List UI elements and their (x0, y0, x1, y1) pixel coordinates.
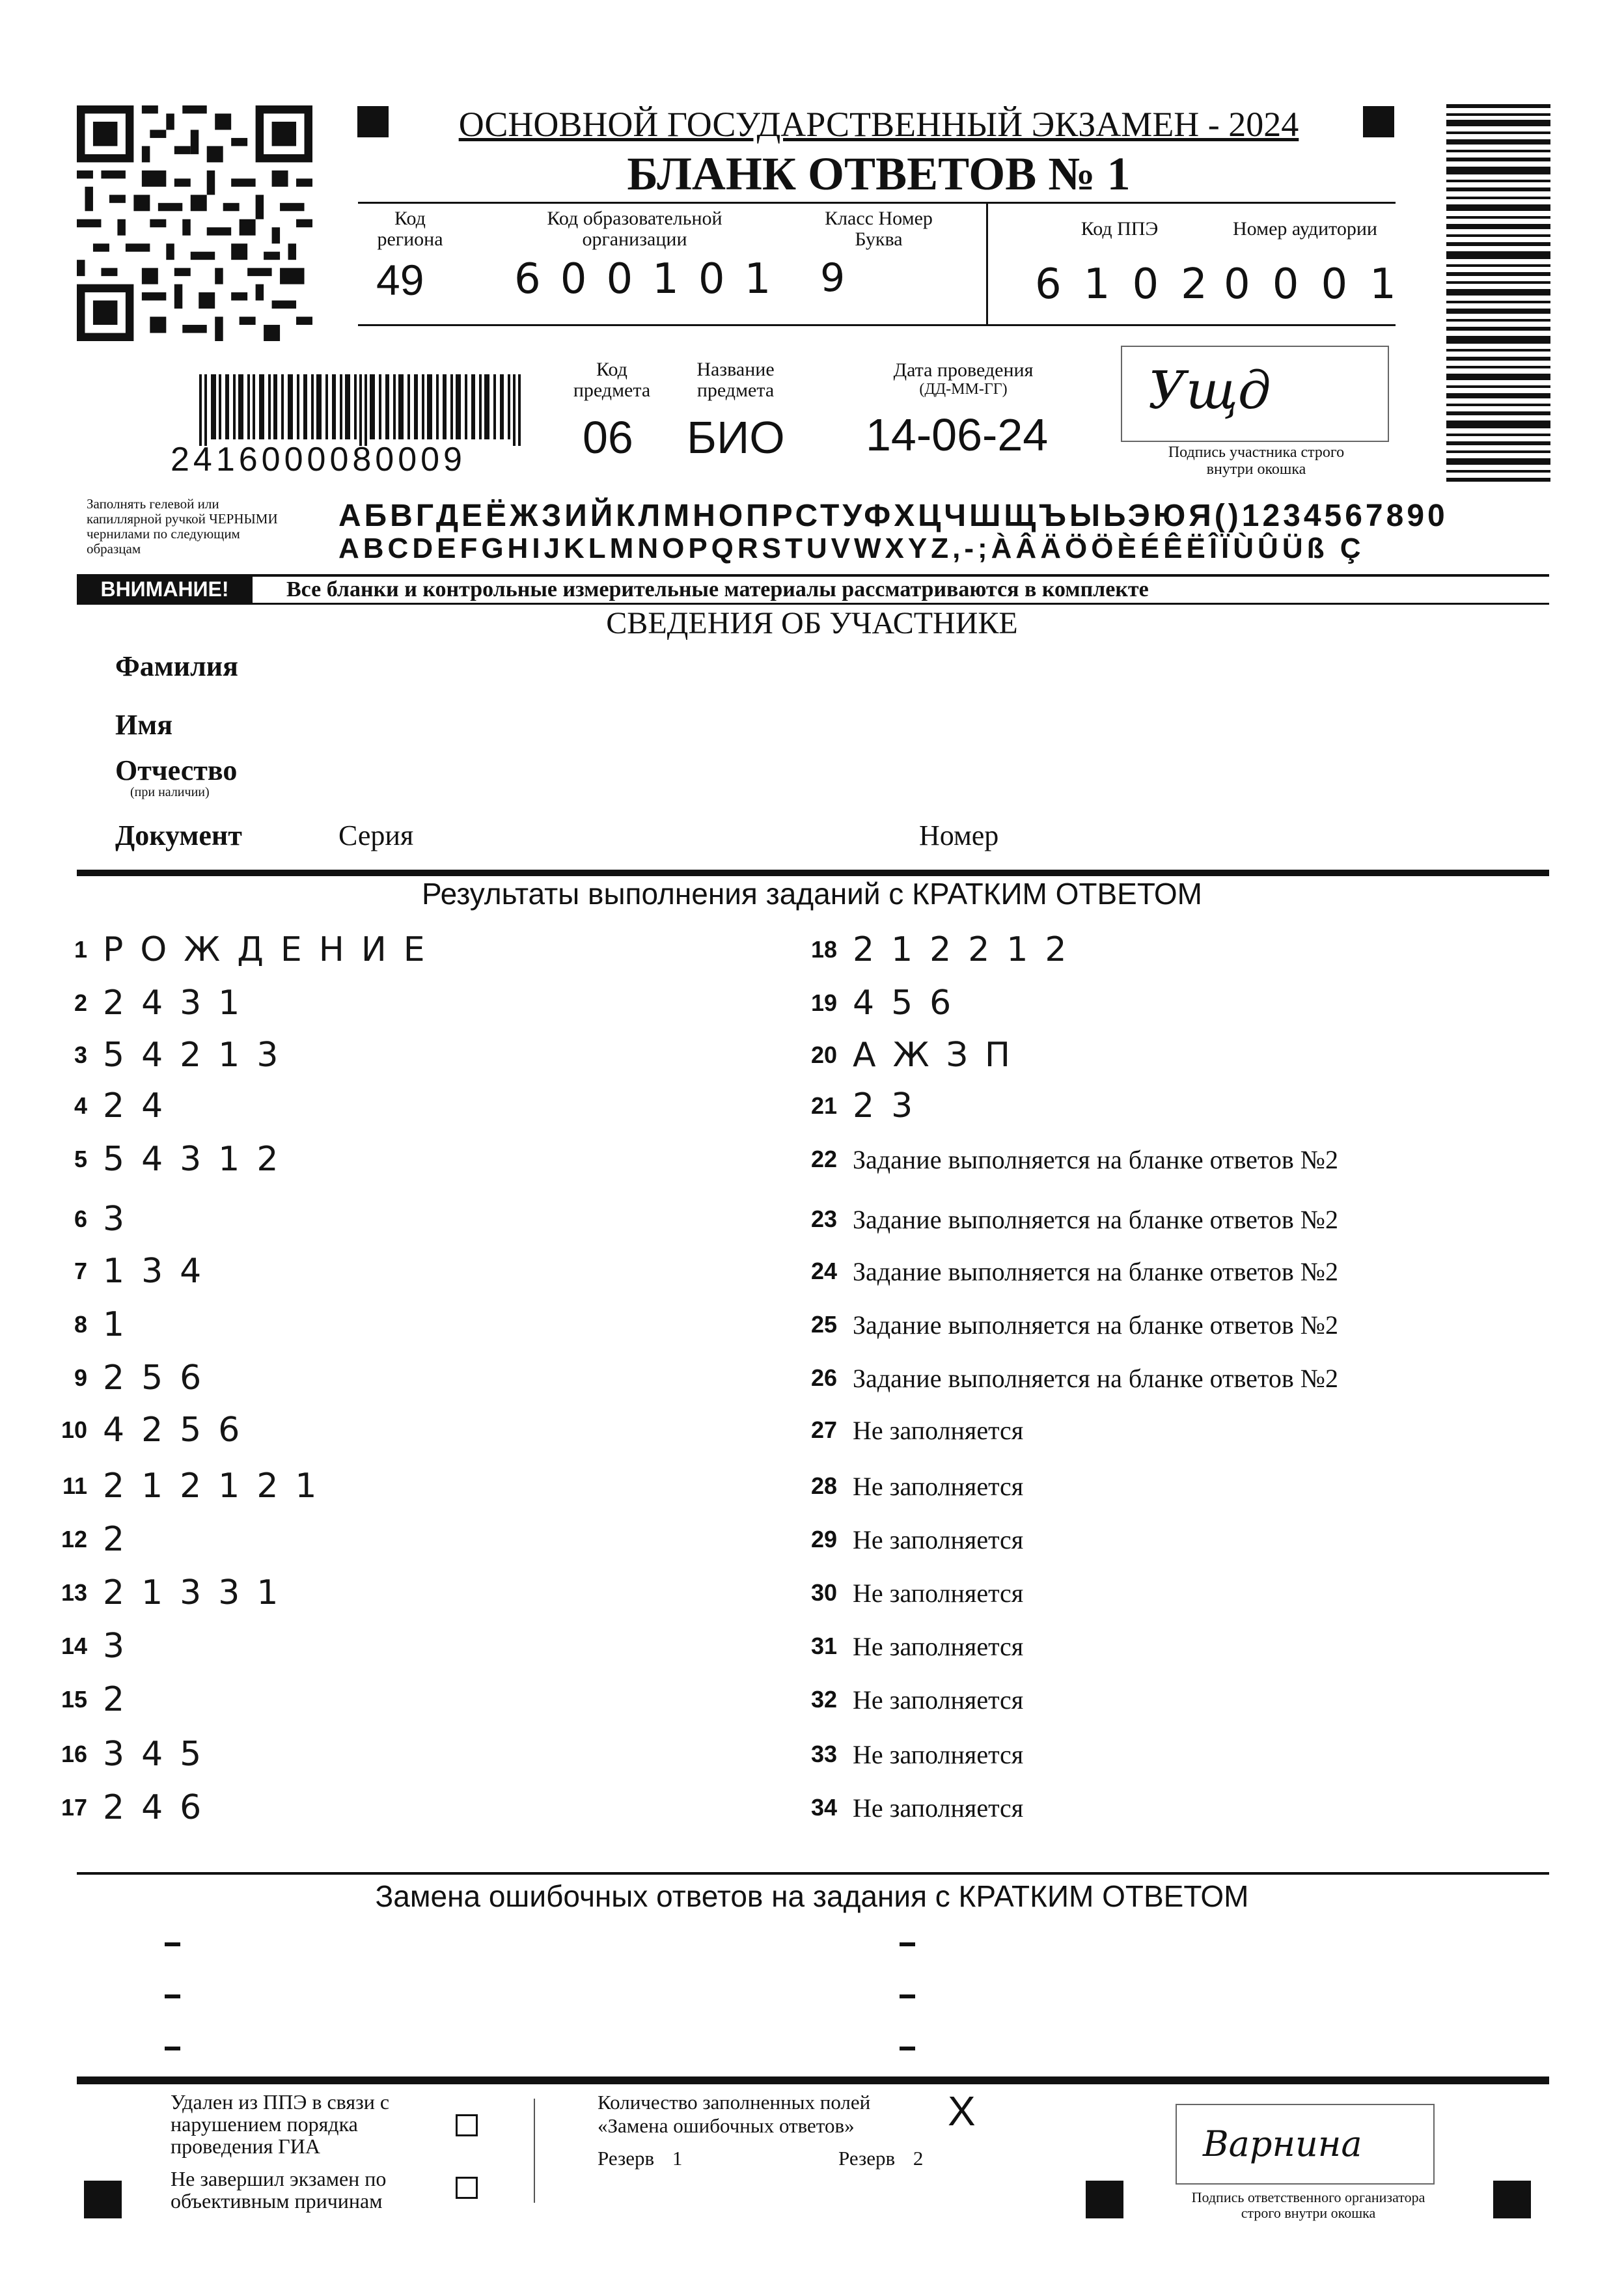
answer-value[interactable]: 54312 (103, 1140, 296, 1179)
date-label: Дата проведения (893, 359, 1034, 381)
answer-number: 34 (810, 1794, 837, 1821)
answer-row-29 (791, 1517, 1023, 1562)
removed-checkbox[interactable] (456, 2114, 478, 2136)
answer-value[interactable]: 4256 (103, 1411, 257, 1450)
side-barcode (1446, 104, 1550, 482)
answer-number: 23 (810, 1206, 837, 1232)
answer-number: 13 (61, 1579, 87, 1606)
answer-note: Не заполняется (853, 1524, 1024, 1554)
exam-title: ОСНОВНОЙ ГОСУДАРСТВЕННЫЙ ЭКЗАМЕН - 2024 (458, 105, 1299, 144)
answer-value[interactable]: 3 (103, 1200, 142, 1239)
answer-row-22 (791, 1137, 1338, 1182)
answer-row-15 (42, 1677, 141, 1722)
answer-number: 9 (74, 1364, 87, 1391)
not-finished-checkbox[interactable] (456, 2177, 478, 2199)
answer-row-3 (42, 1032, 295, 1078)
organizer-signature-box[interactable] (1176, 2104, 1435, 2185)
not-finished-text: Не завершил экзамен по объективным причинам (171, 2167, 387, 2213)
answer-value[interactable]: 2 (103, 1680, 142, 1719)
ppe-label: Код ППЭ (1080, 218, 1159, 240)
answer-value[interactable]: 1 (103, 1305, 142, 1344)
answer-row-25 (791, 1302, 1338, 1347)
answer-value[interactable]: 256 (103, 1359, 219, 1398)
answer-note: Не заполняется (853, 1578, 1024, 1608)
replacement-dash-4 (900, 1942, 915, 1946)
answer-number: 17 (61, 1794, 87, 1821)
region-label: Код региона (377, 208, 443, 250)
organizer-caption: Подпись ответственного организатора строго внутри окошка (1191, 2189, 1425, 2221)
answer-number: 10 (61, 1416, 87, 1443)
answer-value[interactable]: 2 (103, 1520, 142, 1559)
answer-row-20 (791, 1032, 1027, 1078)
answer-note: Не заполняется (853, 1415, 1024, 1445)
answer-number: 28 (810, 1472, 837, 1499)
subject-barcode (199, 374, 538, 446)
replacement-dash-2 (165, 1994, 180, 1998)
replacement-section-title: Замена ошибочных ответов на задания с КРАТКИМ ОТВЕТОМ (375, 1879, 1249, 1913)
answer-number: 29 (810, 1526, 837, 1552)
answer-value[interactable]: 24 (103, 1086, 180, 1125)
number-label: Номер (919, 820, 999, 851)
subject-name-value: БИО (687, 412, 785, 463)
region-value: 49 (376, 256, 424, 304)
answer-note: Задание выполняется на бланке ответов №2 (853, 1363, 1338, 1393)
form-title: БЛАНК ОТВЕТОВ № 1 (627, 148, 1131, 200)
answer-row-4 (42, 1083, 180, 1129)
answer-number: 11 (62, 1472, 87, 1499)
warning-text: Все бланки и контрольные измерительные материалы рассматриваются в комплекте (286, 577, 1149, 601)
participant-signature-caption: Подпись участника строго внутри окошка (1168, 444, 1345, 478)
answer-note: Задание выполняется на бланке ответов №2 (853, 1144, 1338, 1174)
sample-latin: ABCDEFGHIJKLMNOPQRSTUVWXYZ,-;ÀÂÄÖÖÈÉÊËÎÏÙÛÜß Ç (338, 532, 1365, 564)
answer-value[interactable]: 23 (853, 1086, 930, 1125)
subject-code-label: Код предмета (573, 359, 651, 401)
answer-note: Задание выполняется на бланке ответов №2 (853, 1310, 1338, 1340)
answer-number: 16 (61, 1741, 87, 1767)
sample-instructions: Заполнять гелевой или капиллярной ручкой ЧЕРНЫМИ чернилами по следующим образцам (87, 496, 278, 557)
answer-number: 14 (61, 1633, 87, 1659)
answer-value[interactable]: 54213 (103, 1036, 296, 1075)
participant-signature: Ущд (1148, 360, 1271, 421)
answer-number: 7 (74, 1258, 87, 1284)
answer-note: Не заполняется (853, 1685, 1024, 1715)
answer-value[interactable]: 212121 (103, 1467, 334, 1506)
answer-number: 3 (74, 1042, 87, 1068)
answer-value[interactable]: 246 (103, 1788, 219, 1827)
answer-row-26 (791, 1355, 1338, 1401)
answer-row-34 (791, 1785, 1023, 1830)
answer-row-27 (791, 1407, 1023, 1453)
answer-value[interactable]: 21331 (103, 1573, 296, 1612)
answer-number: 27 (810, 1416, 837, 1443)
organizer-signature: Варнина (1203, 2123, 1362, 2164)
removed-text: Удален из ППЭ в связи с нарушением порядка проведения ГИА (171, 2090, 390, 2158)
answer-number: 30 (810, 1579, 837, 1606)
answer-row-7 (42, 1248, 218, 1294)
answer-number: 8 (74, 1311, 87, 1338)
answer-value[interactable]: 345 (103, 1735, 219, 1774)
answer-row-31 (791, 1623, 1023, 1669)
answer-row-16 (42, 1731, 218, 1777)
answer-note: Не заполняется (853, 1739, 1024, 1769)
answer-row-14 (42, 1623, 141, 1669)
date-value: 14-06-24 (866, 409, 1049, 460)
replacement-dash-5 (900, 1994, 915, 1998)
patronymic-label: Отчество (115, 754, 238, 786)
answer-number: 24 (810, 1258, 837, 1284)
answer-row-10 (42, 1407, 256, 1453)
corner-marker-bottom-right (1493, 2181, 1531, 2218)
participant-section-title: СВЕДЕНИЯ ОБ УЧАСТНИКЕ (606, 606, 1018, 641)
answer-row-5 (42, 1137, 295, 1182)
answer-number: 2 (74, 989, 87, 1016)
answer-row-18 (791, 927, 1084, 973)
answer-number: 18 (810, 936, 837, 963)
org-label: Код образовательной организации (547, 208, 723, 250)
answer-note: Не заполняется (853, 1471, 1024, 1501)
answer-row-32 (791, 1677, 1023, 1722)
replacement-dash-3 (165, 2047, 180, 2050)
answer-row-21 (791, 1083, 929, 1129)
warning-label: ВНИМАНИЕ! (77, 575, 253, 603)
answer-number: 15 (61, 1686, 87, 1713)
room-label: Номер аудитории (1233, 218, 1377, 240)
corner-marker-top-left (357, 106, 389, 137)
date-format: (ДД-ММ-ГГ) (919, 381, 1008, 398)
answer-number: 26 (810, 1364, 837, 1391)
answer-value[interactable]: 3 (103, 1627, 142, 1666)
org-value: 600101 (514, 255, 791, 303)
answer-note: Задание выполняется на бланке ответов №2 (853, 1256, 1338, 1286)
answer-number: 12 (61, 1526, 87, 1552)
answer-row-24 (791, 1248, 1338, 1294)
patronymic-note: (при наличии) (130, 785, 210, 799)
answer-number: 33 (810, 1741, 837, 1767)
answer-number: 19 (810, 989, 837, 1016)
answer-value[interactable]: 456 (853, 984, 969, 1023)
corner-marker-bottom-middle (1086, 2181, 1123, 2218)
answer-value[interactable]: АЖЗП (853, 1036, 1028, 1075)
answer-number: 32 (810, 1686, 837, 1713)
answer-note: Задание выполняется на бланке ответов №2 (853, 1204, 1338, 1234)
answer-row-23 (791, 1196, 1338, 1242)
sample-cyrillic: АБВГДЕЁЖЗИЙКЛМНОПРСТУФХЦЧШЩЪЫЬЭЮЯ()1234567890 (338, 499, 1448, 533)
answer-number: 20 (810, 1042, 837, 1068)
answer-number: 22 (810, 1146, 837, 1172)
class-value: 9 (820, 255, 860, 301)
answer-row-11 (42, 1463, 334, 1509)
count-label: Количество заполненных полей «Замена ошибочных ответов» (598, 2091, 871, 2137)
barcode-number: 2416000080009 (171, 441, 466, 478)
answer-number: 6 (74, 1206, 87, 1232)
answer-row-30 (791, 1570, 1023, 1616)
answer-row-17 (42, 1785, 218, 1830)
count-mark: X (948, 2088, 976, 2134)
answer-number: 5 (74, 1146, 87, 1172)
answer-row-19 (791, 980, 968, 1026)
document-label: Документ (115, 820, 242, 851)
results-section-title: Результаты выполнения заданий с КРАТКИМ ОТВЕТОМ (421, 877, 1202, 911)
answer-value[interactable]: 134 (103, 1252, 219, 1291)
answer-number: 1 (74, 936, 87, 963)
ppe-value: 6102 (1035, 260, 1230, 309)
subject-code-value: 06 (583, 412, 633, 463)
qr-code (77, 105, 312, 341)
replacement-dash-6 (900, 2047, 915, 2050)
answer-value[interactable]: 2431 (103, 984, 257, 1023)
answer-note: Не заполняется (853, 1631, 1024, 1661)
answer-row-8 (42, 1302, 141, 1347)
corner-marker-bottom-left (84, 2181, 122, 2218)
reserve-1-label: Резерв 1 (598, 2147, 683, 2170)
answer-row-9 (42, 1355, 218, 1401)
answer-number: 25 (810, 1311, 837, 1338)
answer-value[interactable]: 212212 (853, 930, 1084, 969)
answer-note: Не заполняется (853, 1793, 1024, 1823)
answer-row-28 (791, 1463, 1023, 1509)
surname-label: Фамилия (115, 650, 238, 682)
answer-row-6 (42, 1196, 141, 1242)
participant-signature-box[interactable] (1121, 346, 1389, 442)
answer-row-33 (791, 1731, 1023, 1777)
answer-row-2 (42, 980, 256, 1026)
answer-row-13 (42, 1570, 295, 1616)
answer-number: 21 (810, 1092, 837, 1119)
corner-marker-top-right (1363, 106, 1394, 137)
answer-value[interactable]: РОЖДЕНИЕ (103, 930, 442, 969)
room-value: 0001 (1224, 260, 1418, 309)
answer-number: 4 (74, 1092, 87, 1119)
reserve-2-label: Резерв 2 (838, 2147, 924, 2170)
answer-row-12 (42, 1517, 141, 1562)
series-label: Серия (338, 820, 414, 851)
name-label: Имя (115, 709, 172, 741)
subject-name-label: Название предмета (696, 359, 775, 401)
replacement-dash-1 (165, 1942, 180, 1946)
answer-row-1 (42, 927, 442, 973)
answer-number: 31 (810, 1633, 837, 1659)
class-label: Класс Номер Буква (825, 208, 933, 250)
